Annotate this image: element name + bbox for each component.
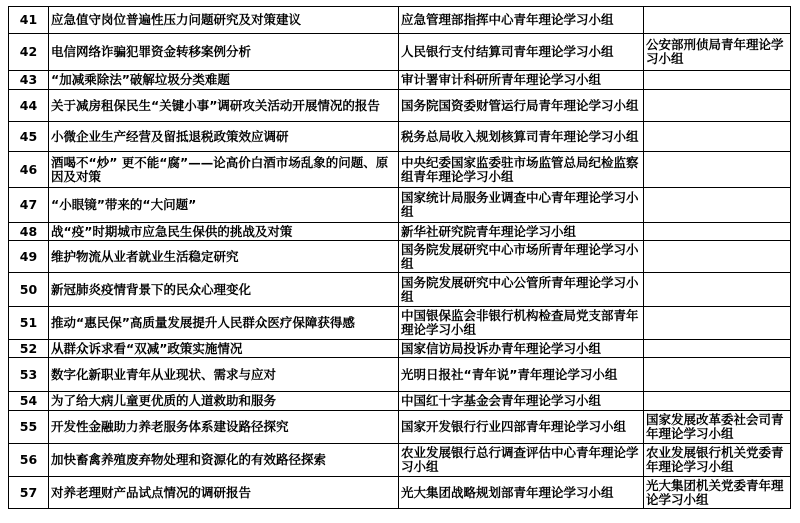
- table-row: [9, 340, 791, 358]
- table-row: [9, 241, 791, 273]
- partner-unit: [644, 241, 791, 273]
- achievement-table: [8, 6, 791, 509]
- partner-unit: 国家发展改革委社会司青年理论学习小组: [644, 411, 791, 444]
- lead-unit: 国务院国资委财管运行局青年理论学习小组: [399, 90, 644, 122]
- table-row: [9, 71, 791, 90]
- table-row: [9, 273, 791, 307]
- lead-unit: 中央纪委国家监委驻市场监管总局纪检监察组青年理论学习小组: [399, 152, 644, 188]
- lead-unit: 光明日报社“青年说”青年理论学习小组: [399, 358, 644, 392]
- lead-unit: 税务总局收入规划核算司青年理论学习小组: [399, 122, 644, 152]
- lead-unit: 国家统计局服务业调查中心青年理论学习小组: [399, 188, 644, 223]
- report-title: 新冠肺炎疫情背景下的民众心理变化: [49, 273, 399, 307]
- report-title: 关于减房租保民生“关键小事”调研攻关活动开展情况的报告: [49, 90, 399, 122]
- table-row: [9, 188, 791, 223]
- table-row: [9, 152, 791, 188]
- lead-unit: 国务院发展研究中心市场所青年理论学习小组: [399, 241, 644, 273]
- table-row: [9, 34, 791, 71]
- partner-unit: 光大集团机关党委青年理论学习小组: [644, 477, 791, 509]
- report-title: 为了给大病儿童更优质的人道救助和服务: [49, 392, 399, 411]
- partner-unit: [644, 273, 791, 307]
- report-title: 加快畜禽养殖废弃物处理和资源化的有效路径探索: [49, 444, 399, 477]
- row-number: 54: [9, 392, 49, 411]
- lead-unit: 审计署审计科研所青年理论学习小组: [399, 71, 644, 90]
- lead-unit: 中国红十字基金会青年理论学习小组: [399, 392, 644, 411]
- partner-unit: [644, 152, 791, 188]
- lead-unit: 国家开发银行行业四部青年理论学习小组: [399, 411, 644, 444]
- lead-unit: 中国银保监会非银行机构检查局党支部青年理论学习小组: [399, 307, 644, 340]
- row-number: 41: [9, 7, 49, 34]
- row-number: 51: [9, 307, 49, 340]
- partner-unit: [644, 340, 791, 358]
- partner-unit: [644, 188, 791, 223]
- row-number: 56: [9, 444, 49, 477]
- row-number: 48: [9, 223, 49, 241]
- partner-unit: [644, 71, 791, 90]
- table-row: [9, 90, 791, 122]
- lead-unit: 新华社研究院青年理论学习小组: [399, 223, 644, 241]
- row-number: 49: [9, 241, 49, 273]
- row-number: 50: [9, 273, 49, 307]
- table-row: [9, 411, 791, 444]
- report-title: 酒喝不“炒” 更不能“腐”——论高价白酒市场乱象的问题、原因及对策: [49, 152, 399, 188]
- row-number: 43: [9, 71, 49, 90]
- partner-unit: [644, 90, 791, 122]
- table-row: [9, 358, 791, 392]
- row-number: 52: [9, 340, 49, 358]
- table-row: [9, 444, 791, 477]
- partner-unit: [644, 392, 791, 411]
- lead-unit: 人民银行支付结算司青年理论学习小组: [399, 34, 644, 71]
- report-title: “加减乘除法”破解垃圾分类难题: [49, 71, 399, 90]
- table-row: [9, 392, 791, 411]
- table-row: [9, 307, 791, 340]
- lead-unit: 光大集团战略规划部青年理论学习小组: [399, 477, 644, 509]
- partner-unit: [644, 223, 791, 241]
- lead-unit: 农业发展银行总行调查评估中心青年理论学习小组: [399, 444, 644, 477]
- report-title: 数字化新职业青年从业现状、需求与应对: [49, 358, 399, 392]
- row-number: 57: [9, 477, 49, 509]
- partner-unit: [644, 7, 791, 34]
- row-number: 53: [9, 358, 49, 392]
- lead-unit: 国家信访局投诉办青年理论学习小组: [399, 340, 644, 358]
- partner-unit: [644, 307, 791, 340]
- report-title: 开发性金融助力养老服务体系建设路径探究: [49, 411, 399, 444]
- report-title: 战“疫”时期城市应急民生保供的挑战及对策: [49, 223, 399, 241]
- lead-unit: 应急管理部指挥中心青年理论学习小组: [399, 7, 644, 34]
- report-title: “小眼镜”带来的“大问题”: [49, 188, 399, 223]
- report-title: 应急值守岗位普遍性压力问题研究及对策建议: [49, 7, 399, 34]
- partner-unit: 农业发展银行机关党委青年理论学习小组: [644, 444, 791, 477]
- report-title: 电信网络诈骗犯罪资金转移案例分析: [49, 34, 399, 71]
- table-row: [9, 7, 791, 34]
- row-number: 55: [9, 411, 49, 444]
- lead-unit: 国务院发展研究中心公管所青年理论学习小组: [399, 273, 644, 307]
- row-number: 47: [9, 188, 49, 223]
- row-number: 45: [9, 122, 49, 152]
- table-body: [9, 7, 791, 509]
- row-number: 46: [9, 152, 49, 188]
- partner-unit: [644, 122, 791, 152]
- row-number: 42: [9, 34, 49, 71]
- table-row: [9, 122, 791, 152]
- report-title: 推动“惠民保”高质量发展提升人民群众医疗保障获得感: [49, 307, 399, 340]
- table-row: [9, 223, 791, 241]
- report-title: 从群众诉求看“双减”政策实施情况: [49, 340, 399, 358]
- partner-unit: 公安部刑侦局青年理论学习小组: [644, 34, 791, 71]
- table-row: [9, 477, 791, 509]
- row-number: 44: [9, 90, 49, 122]
- report-title: 维护物流从业者就业生活稳定研究: [49, 241, 399, 273]
- report-title: 小微企业生产经营及留抵退税政策效应调研: [49, 122, 399, 152]
- partner-unit: [644, 358, 791, 392]
- report-title: 对养老理财产品试点情况的调研报告: [49, 477, 399, 509]
